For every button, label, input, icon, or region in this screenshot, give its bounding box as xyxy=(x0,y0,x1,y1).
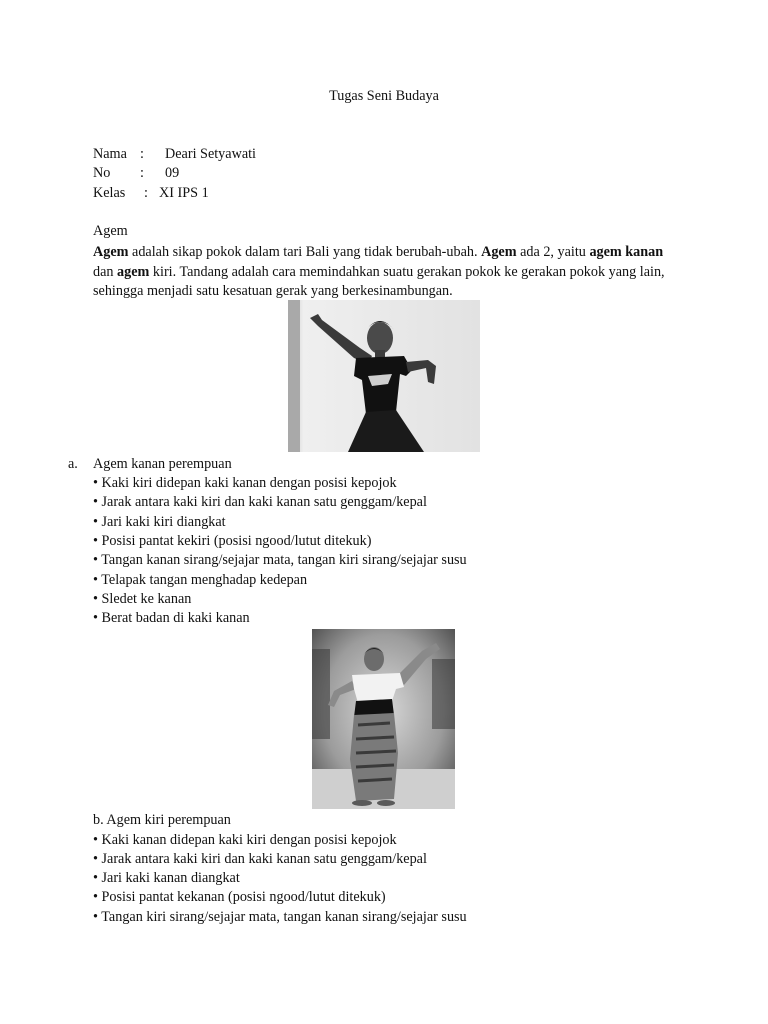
page-title: Tugas Seni Budaya xyxy=(329,88,439,104)
list-item: • Tangan kanan sirang/sejajar mata, tangan kiri sirang/sejajar susu xyxy=(93,552,467,568)
list-item: • Berat badan di kaki kanan xyxy=(93,610,250,626)
para-text-1: adalah sikap pokok dalam tari Bali yang tidak berubah-ubah. xyxy=(128,244,482,260)
bold-agem-kanan: agem kanan xyxy=(589,244,664,260)
no-label: No xyxy=(93,165,111,181)
nama-colon: : xyxy=(140,146,144,162)
no-colon: : xyxy=(140,165,144,181)
list-item: • Tangan kiri sirang/sejajar mata, tangan kanan sirang/sejajar susu xyxy=(93,909,467,925)
list-item: • Sledet ke kanan xyxy=(93,591,192,607)
list-item: • Posisi pantat kekiri (posisi ngood/lutut ditekuk) xyxy=(93,533,372,549)
section-a-marker: a. xyxy=(68,456,78,472)
dancer-photo-1-image xyxy=(288,300,480,452)
kelas-value: XI IPS 1 xyxy=(159,185,209,201)
section-heading: Agem xyxy=(93,223,128,239)
list-item: • Jarak antara kaki kiri dan kaki kanan satu genggam/kepal xyxy=(93,494,427,510)
dancer-photo-1 xyxy=(288,300,480,452)
list-item: • Jarak antara kaki kiri dan kaki kanan satu genggam/kepal xyxy=(93,851,427,867)
no-value: 09 xyxy=(165,165,180,181)
para-text-3: dan xyxy=(93,263,118,280)
agem-paragraph xyxy=(93,243,683,302)
list-item: • Jari kaki kiri diangkat xyxy=(93,514,226,530)
section-a-heading: Agem kanan perempuan xyxy=(93,456,232,472)
para-text-4: kiri. Tandang adalah cara memindahkan suatu gerakan pokok ke gerakan pokok yang lain, sehingga menjadi satu kesatuan gerak yang berkesinambungan. xyxy=(93,263,665,299)
nama-value: Deari Setyawati xyxy=(165,146,256,162)
list-item: • Kaki kanan didepan kaki kiri dengan posisi kepojok xyxy=(93,832,397,848)
para-text-2: ada 2, yaitu xyxy=(516,244,590,260)
bold-agem-1: Agem xyxy=(93,244,129,260)
section-b-heading: b. Agem kiri perempuan xyxy=(93,812,231,828)
list-item: • Kaki kiri didepan kaki kanan dengan posisi kepojok xyxy=(93,475,397,491)
nama-label: Nama xyxy=(93,146,127,162)
list-item: • Posisi pantat kekanan (posisi ngood/lutut ditekuk) xyxy=(93,889,386,905)
dancer-photo-2-image xyxy=(312,629,455,809)
kelas-label: Kelas xyxy=(93,185,126,201)
list-item: • Jari kaki kanan diangkat xyxy=(93,870,240,886)
kelas-colon: : xyxy=(144,185,148,201)
bold-agem-2: Agem xyxy=(481,244,517,260)
dancer-photo-2 xyxy=(312,629,455,809)
list-item: • Telapak tangan menghadap kedepan xyxy=(93,572,308,588)
bold-agem-3: agem xyxy=(117,263,150,280)
